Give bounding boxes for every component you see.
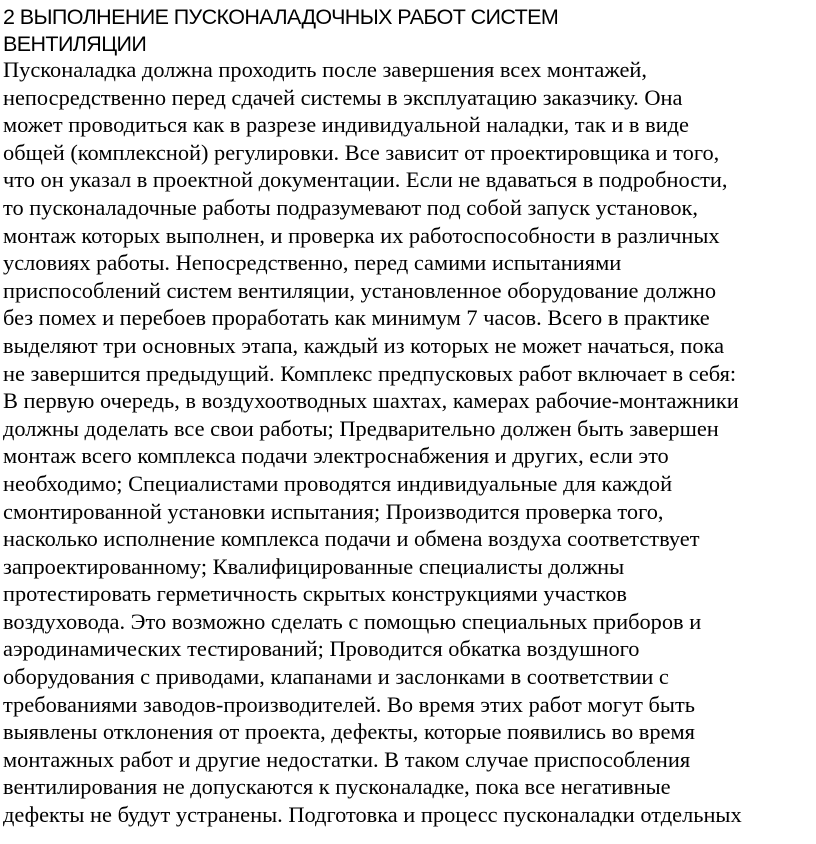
paragraph-line: непосредственно перед сдачей системы в эксплуатацию заказчику. Она <box>3 84 683 110</box>
section-heading <box>3 4 813 58</box>
paragraph-line: выделяют три основных этапа, каждый из которых не может начаться, пока <box>3 332 725 358</box>
heading-line: 2 ВЫПОЛНЕНИЕ ПУСКОНАЛАДОЧНЫХ РАБОТ СИСТЕМ <box>3 5 559 29</box>
paragraph-line: протестировать герметичность скрытых конструкциями участков <box>3 581 627 607</box>
paragraph-line: воздуховода. Это возможно сделать с помощью специальных приборов и <box>3 608 702 634</box>
paragraph-line: общей (комплексной) регулировки. Все зависит от проектировщика и того, <box>3 139 720 165</box>
paragraph-line: приспособлений систем вентиляции, установленное оборудование должно <box>3 277 717 303</box>
paragraph-line: монтаж всего комплекса подачи электроснабжения и других, если это <box>3 443 669 469</box>
heading-line: ВЕНТИЛЯЦИИ <box>3 32 147 56</box>
paragraph-line: то пусконаладочные работы подразумевают под собой запуск установок, <box>3 194 699 220</box>
paragraph-line: запроектированному; Квалифицированные специалисты должны <box>3 553 625 579</box>
paragraph-line: выявлены отклонения от проекта, дефекты, которые появились во время <box>3 719 695 745</box>
paragraph-line: монтаж которых выполнен, и проверка их работоспособности в различных <box>3 222 720 248</box>
paragraph-line: монтажных работ и другие недостатки. В таком случае приспособления <box>3 746 691 772</box>
paragraph-line: Пусконаладка должна проходить после завершения всех монтажей, <box>3 57 647 82</box>
paragraph-line: необходимо; Специалистами проводятся индивидуальные для каждой <box>3 470 673 496</box>
paragraph-line: должны доделать все свои работы; Предварительно должен быть завершен <box>3 415 719 441</box>
paragraph-line: аэродинамических тестирований; Проводится обкатка воздушного <box>3 636 640 662</box>
paragraph-line: вентилирования не допускаются к пусконаладке, пока все негативные <box>3 774 671 800</box>
paragraph-line: насколько исполнение комплекса подачи и обмена воздуха соответствует <box>3 526 700 552</box>
paragraph-line: дефекты не будут устранены. Подготовка и процесс пусконаладки отдельных <box>3 802 742 828</box>
paragraph-line: не завершится предыдущий. Комплекс предпусковых работ включает в себя: <box>3 360 737 386</box>
paragraph-line: условиях работы. Непосредственно, перед самими испытаниями <box>3 250 622 276</box>
paragraph-line: может проводиться как в разрезе индивидуальной наладки, так и в виде <box>3 112 689 138</box>
body-paragraph <box>3 56 815 829</box>
paragraph-line: смонтированной установки испытания; Производится проверка того, <box>3 498 664 524</box>
paragraph-line: В первую очередь, в воздухоотводных шахтах, камерах рабочие-монтажники <box>3 388 739 414</box>
paragraph-line: что он указал в проектной документации. Если не вдаваться в подробности, <box>3 167 728 193</box>
paragraph-line: требованиями заводов-производителей. Во время этих работ могут быть <box>3 691 695 717</box>
paragraph-line: оборудования с приводами, клапанами и заслонками в соответствии с <box>3 664 669 690</box>
paragraph-line: без помех и перебоев проработать как минимум 7 часов. Всего в практике <box>3 305 710 331</box>
